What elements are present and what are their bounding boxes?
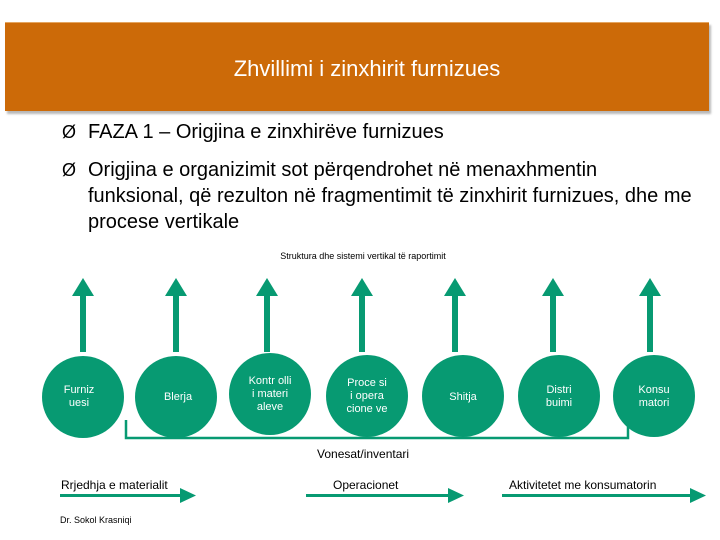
node-label-procesi: Proce si i opera cione ve xyxy=(346,376,388,415)
up-arrow xyxy=(256,278,278,352)
bullet-arrow-icon: Ø xyxy=(62,160,77,180)
node-label-kontrolli: Kontr olli i materi aleve xyxy=(248,374,292,413)
flow-label-operations: Operacionet xyxy=(333,478,399,492)
flow-label-material: Rrjedhja e materialit xyxy=(61,478,168,492)
node-label-shitja: Shitja xyxy=(449,390,477,403)
flow-label-customer: Aktivitetet me konsumatorin xyxy=(509,478,657,492)
vertical-arrows xyxy=(72,278,661,352)
diagram-caption: Struktura dhe sistemi vertikal të raportimit xyxy=(280,251,446,261)
up-arrow xyxy=(165,278,187,352)
up-arrow xyxy=(639,278,661,352)
inventory-label: Vonesat/inventari xyxy=(317,447,410,461)
node-label-konsumatori: Konsu matori xyxy=(638,384,670,409)
up-arrow xyxy=(444,278,466,352)
slide-title: Zhvillimi i zinxhirit furnizues xyxy=(233,56,501,81)
node-label-distribuimi: Distri buimi xyxy=(545,384,573,409)
bullet-text: FAZA 1 – Origjina e zinxhirëve furnizues xyxy=(88,121,444,143)
node-label-furnizuesi: Furniz uesi xyxy=(63,384,95,409)
up-arrow xyxy=(542,278,564,352)
up-arrow xyxy=(72,278,94,352)
footer-author: Dr. Sokol Krasniqi xyxy=(60,515,132,525)
node-label-blerja: Blerja xyxy=(163,390,193,403)
up-arrow xyxy=(351,278,373,352)
bullet-text: Origjina e organizimit sot përqendrohet në menaxhmentin funksional, që rezulton në fragmentimit të zinxhirit furnizues, dhe me procese vertikale xyxy=(88,159,692,233)
bullet-arrow-icon: Ø xyxy=(62,122,77,142)
